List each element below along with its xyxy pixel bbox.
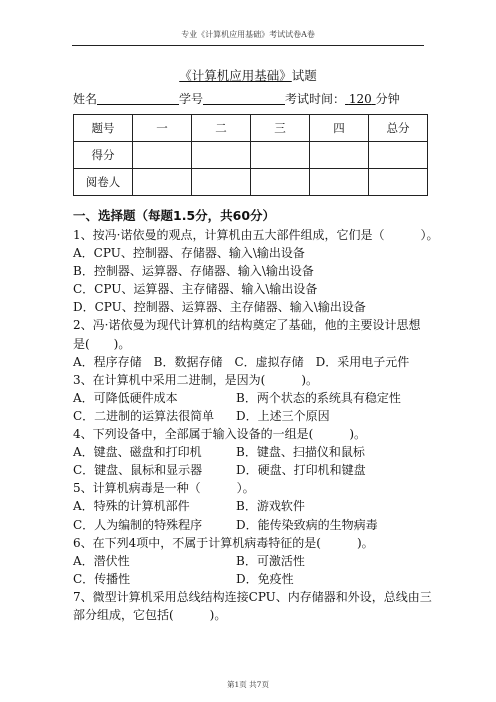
grader-row <box>74 169 428 196</box>
question-text: 6、在下列4项中，不属于计算机病毒特征的是( )。 <box>73 535 374 550</box>
question-line <box>73 534 433 552</box>
score-row-label: 得分 <box>74 142 133 169</box>
section-title: 一、选择题（每题1.5分，共60分） <box>73 208 276 223</box>
question-text: A．可降低硬件成本 <box>73 390 178 405</box>
question-line <box>73 262 433 280</box>
question-text: C．传播性 <box>73 571 131 586</box>
score-cell[interactable] <box>251 142 310 169</box>
question-text: 是( )。 <box>73 336 131 351</box>
score-header-cell: 总分 <box>369 115 428 142</box>
page-header: 专业《计算机应用基础》考试试卷A卷 <box>72 29 424 46</box>
time-label: 考试时间： <box>285 92 346 106</box>
question-list <box>73 226 439 624</box>
name-label: 姓名 <box>73 92 98 106</box>
score-header-cell: 一 <box>133 115 192 142</box>
title-suffix: 试题 <box>291 68 317 83</box>
question-line <box>73 335 433 353</box>
time-value: 120 <box>348 92 372 106</box>
score-cell[interactable] <box>192 142 251 169</box>
question-text: C．键盘、鼠标和显示器 <box>73 463 203 478</box>
question-text: A．程序存储 B．数据存储 C．虚拟存储 D．采用电子元件 <box>73 354 410 369</box>
page-footer: 第1页 共7页 <box>227 680 269 689</box>
grader-cell[interactable] <box>133 169 192 196</box>
question-text: 7、微型计算机采用总线结构连接CPU、内存储器和外设，总线由三 <box>73 589 432 604</box>
grader-cell[interactable] <box>192 169 251 196</box>
score-table-header-row <box>74 115 428 142</box>
question-line <box>73 389 433 407</box>
question-line <box>73 298 433 316</box>
question-line <box>73 316 433 334</box>
question-line <box>73 226 439 244</box>
question-text: A．潜伏性 <box>73 553 130 568</box>
score-header-cell: 三 <box>251 115 310 142</box>
question-option: B．键盘、扫描仪和鼠标 <box>236 445 365 460</box>
question-option: B．可激活性 <box>236 553 305 568</box>
question-option: B．两个状态的系统具有稳定性 <box>236 390 401 405</box>
score-row <box>74 142 428 169</box>
question-text: 3、在计算机中采用二进制，是因为( )。 <box>73 372 318 387</box>
question-text: A．键盘、磁盘和打印机 <box>73 445 202 460</box>
exam-title <box>0 66 496 84</box>
grader-cell[interactable] <box>251 169 310 196</box>
grader-cell[interactable] <box>369 169 428 196</box>
score-cell[interactable] <box>369 142 428 169</box>
question-option: D．免疫性 <box>236 571 294 586</box>
question-line <box>73 353 433 371</box>
question-option: B．游戏软件 <box>236 499 305 514</box>
question-text: A．特殊的计算机部件 <box>73 499 190 514</box>
question-line <box>73 244 433 262</box>
question-text: C．人为编制的特殊程序 <box>73 517 203 532</box>
question-line <box>73 570 433 588</box>
question-text: 4、下列设备中，全部属于输入设备的一组是( )。 <box>73 427 367 442</box>
question-text: 部分组成，它包括( )。 <box>73 607 227 622</box>
question-line <box>73 497 433 515</box>
question-option: D．能传染致病的生物病毒 <box>236 517 378 532</box>
question-line <box>73 606 433 624</box>
question-text: D．CPU、控制器、运算器、主存储器、输入\输出设备 <box>73 300 366 315</box>
question-line <box>73 552 433 570</box>
score-header-cell: 四 <box>310 115 369 142</box>
grader-row-label: 阅卷人 <box>74 169 133 196</box>
question-option: D．硬盘、打印机和键盘 <box>236 463 366 478</box>
grader-cell[interactable] <box>310 169 369 196</box>
score-header-cell: 二 <box>192 115 251 142</box>
question-option: D．上述三个原因 <box>236 408 330 423</box>
question-line <box>73 588 433 606</box>
student-info-line <box>73 90 433 107</box>
time-unit: 分钟 <box>375 92 400 106</box>
question-text: 2、冯·诺依曼为现代计算机的结构奠定了基础，他的主要设计思想 <box>73 318 421 333</box>
question-line <box>73 516 433 534</box>
question-line <box>73 461 433 479</box>
question-text: 5、计算机病毒是一种（ ）。 <box>73 481 255 496</box>
score-table <box>73 114 428 196</box>
question-line <box>73 371 433 389</box>
question-text: B．控制器、运算器、存储器、输入\输出设备 <box>73 264 314 279</box>
question-line <box>73 425 433 443</box>
question-line <box>73 443 433 461</box>
course-name: 《计算机应用基础》 <box>179 68 292 83</box>
question-text: A．CPU、控制器、存储器、输入\输出设备 <box>73 246 305 261</box>
score-header-cell: 题号 <box>74 115 133 142</box>
question-text: C．二进制的运算法很简单 <box>73 408 215 423</box>
question-line <box>73 479 433 497</box>
score-cell[interactable] <box>310 142 369 169</box>
question-text: 1、按冯·诺依曼的观点，计算机由五大部件组成，它们是（ ）。 <box>73 228 439 242</box>
id-label: 学号 <box>179 92 204 106</box>
question-text: C．CPU、运算器、主存储器、输入\输出设备 <box>73 282 318 297</box>
name-blank[interactable] <box>97 92 179 105</box>
score-cell[interactable] <box>133 142 192 169</box>
id-blank[interactable] <box>203 92 285 105</box>
question-line <box>73 280 433 298</box>
question-line <box>73 407 433 425</box>
